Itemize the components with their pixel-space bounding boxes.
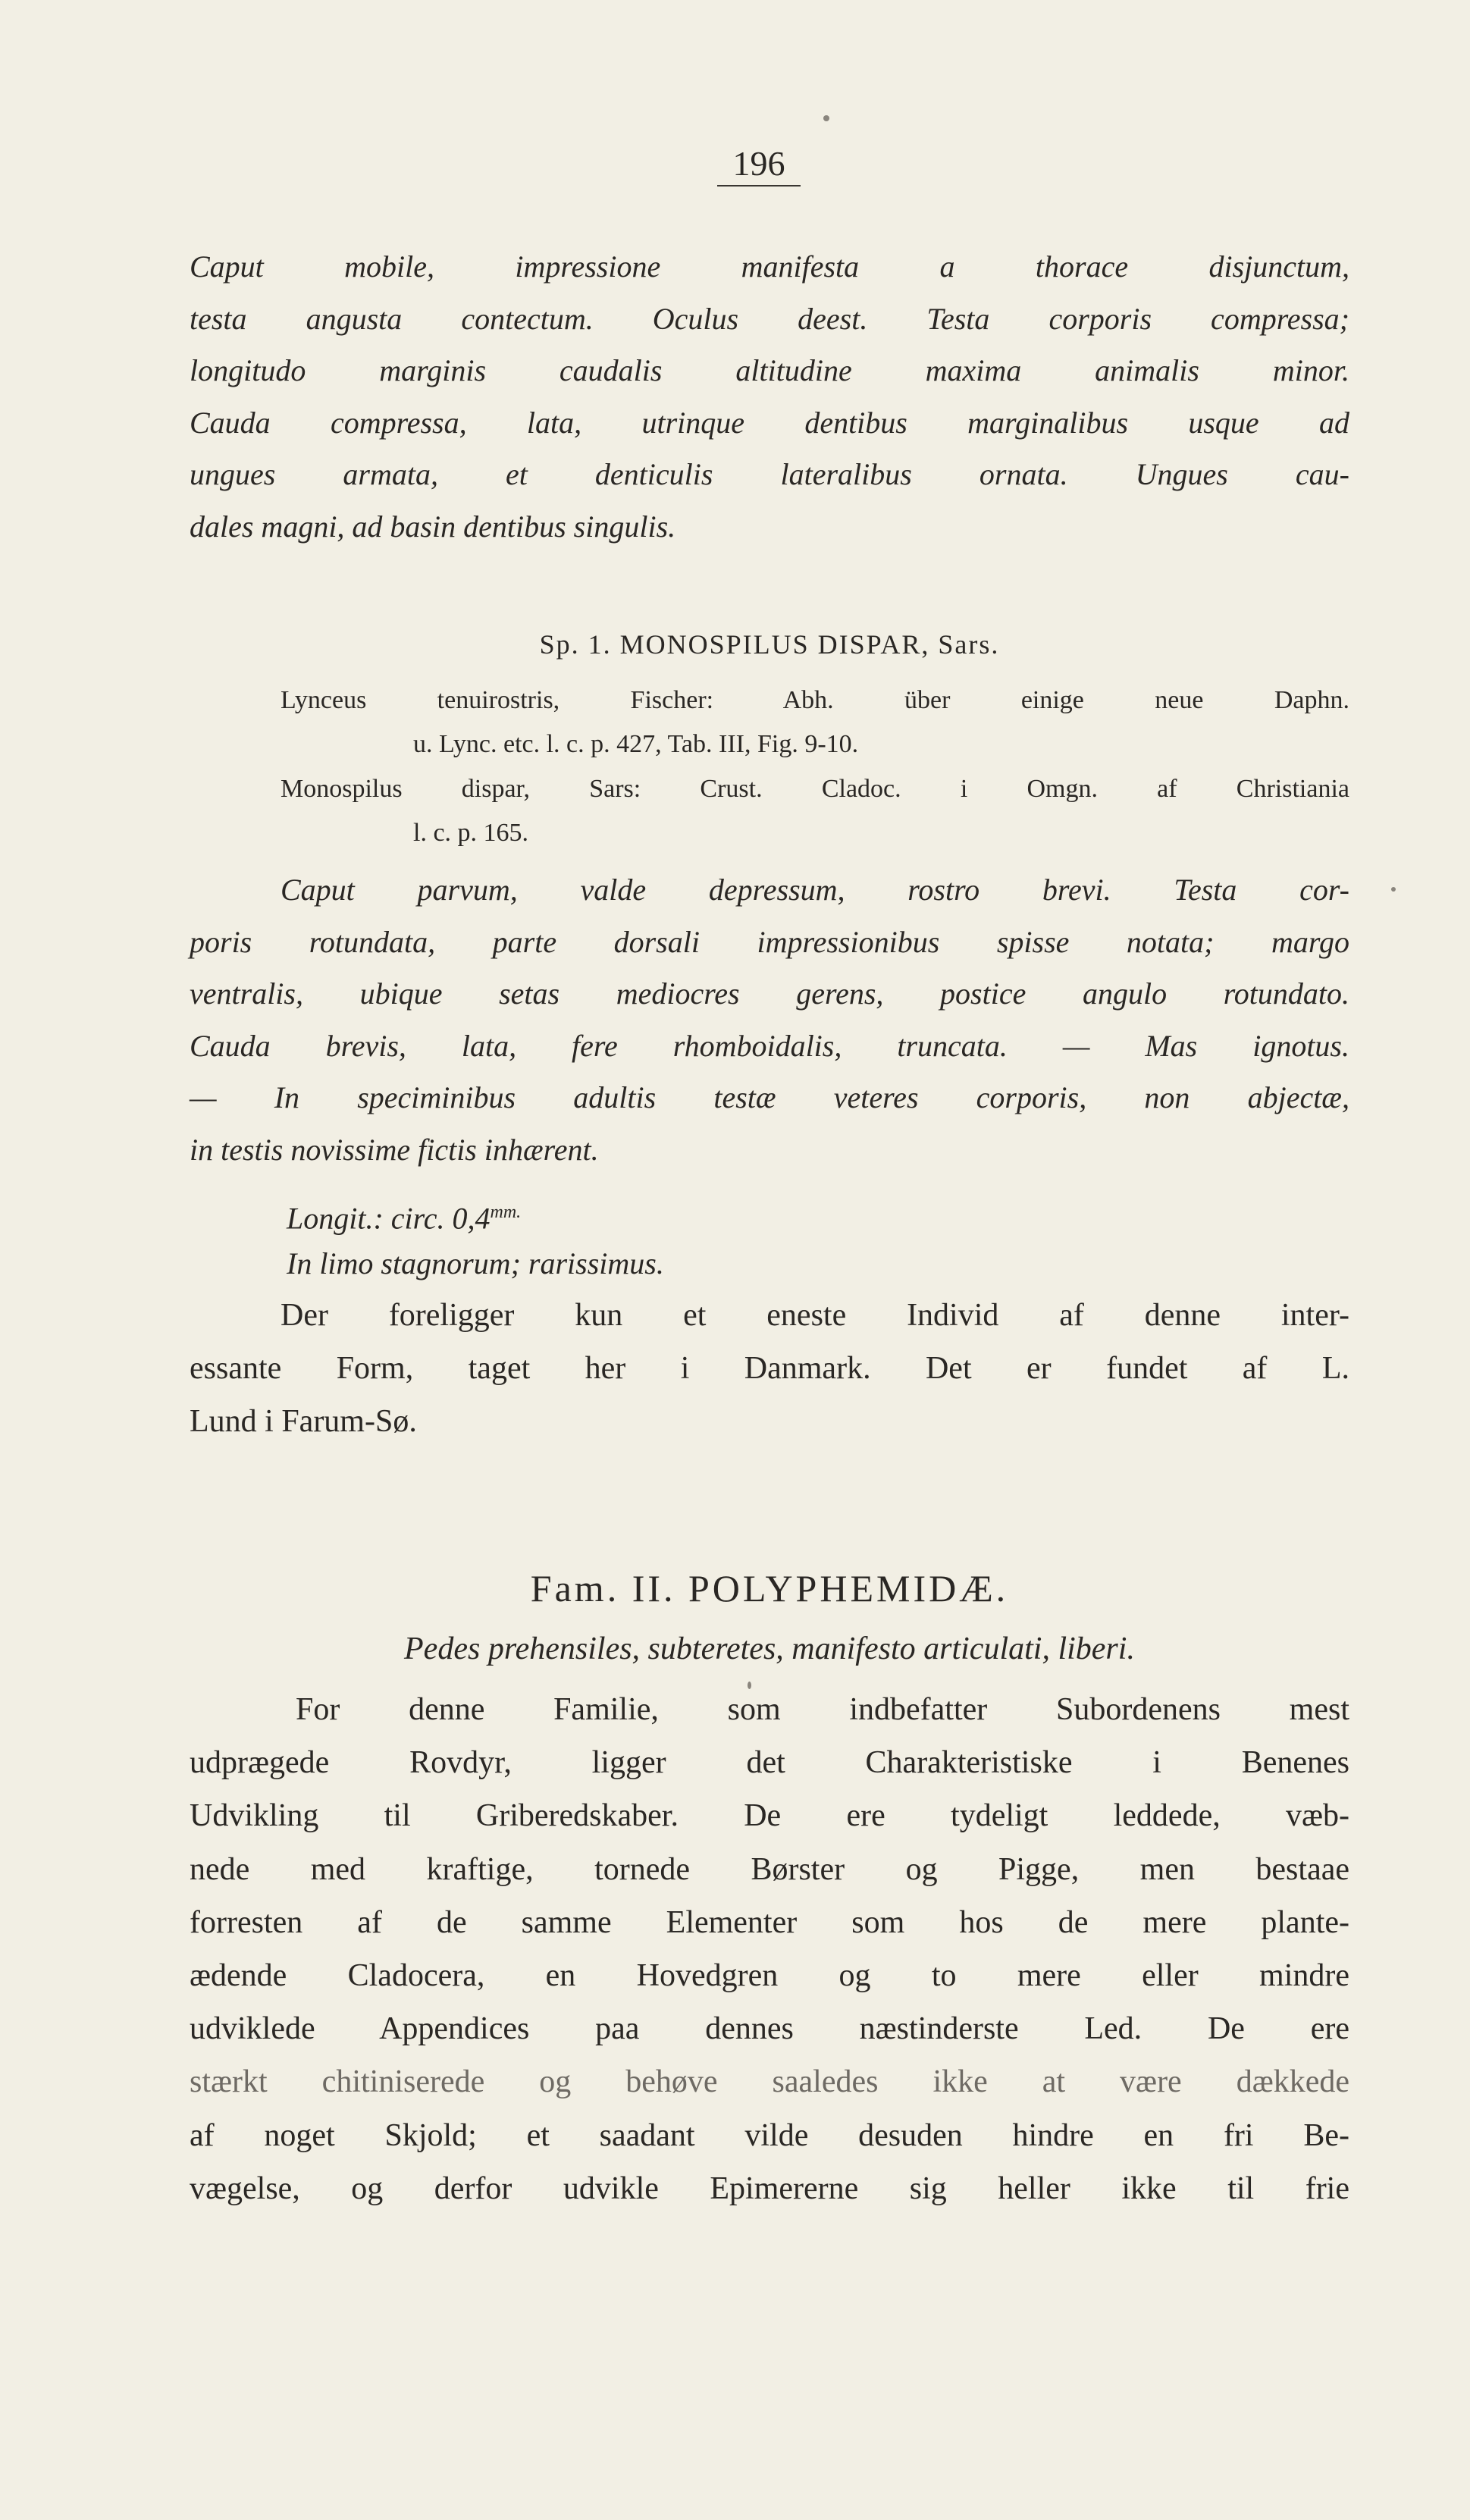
synonym-line: l. c. p. 165.: [413, 819, 529, 847]
species-heading: Sp. 1. MONOSPILUS DISPAR, Sars.: [539, 629, 1000, 660]
length-line: [287, 1186, 521, 1245]
text-line: testa angusta contectum. Oculus deest. Testa corporis compressa;: [190, 301, 1349, 336]
text-line: nede med kraftige, tornede Børster og Pigge, men bestaae: [190, 1851, 1349, 1887]
species-description: [190, 864, 1349, 1176]
text-line: stærkt chitiniserede og behøve saaledes ikke at være dækkede: [190, 2064, 1349, 2100]
text-line: Der foreligger kun et eneste Individ af denne inter-: [281, 1298, 1349, 1333]
text-line: Cauda compressa, lata, utrinque dentibus marginalibus usque ad: [190, 405, 1349, 440]
synonym-line: u. Lync. etc. l. c. p. 427, Tab. III, Fig. 9-10.: [413, 730, 859, 758]
text-line: in testis novissime fictis inhærent.: [190, 1132, 599, 1167]
text-line: dales magni, ad basin dentibus singulis.: [190, 509, 676, 544]
text-line: ungues armata, et denticulis lateralibus ornata. Ungues cau-: [190, 457, 1349, 491]
synonym-line: Monospilus dispar, Sars: Crust. Cladoc. i Omgn. af Christiania: [281, 775, 1349, 803]
text-line: essante Form, taget her i Danmark. Det er fundet af L.: [190, 1351, 1349, 1386]
text-line: ædende Cladocera, en Hovedgren og to mere eller mindre: [190, 1958, 1349, 1994]
text-line: — In speciminibus adultis testæ veteres corporis, non abjectæ,: [190, 1080, 1349, 1114]
print-speck: [1391, 887, 1396, 892]
print-speck: [748, 1682, 751, 1689]
page-number: 196: [717, 143, 801, 186]
text-line: poris rotundata, parte dorsali impressionibus spisse notata; margo: [190, 924, 1349, 959]
print-speck: [823, 115, 829, 121]
text-line: vægelse, og derfor udvikle Epimererne sig heller ikke til frie: [190, 2171, 1349, 2206]
family-diagnosis: Pedes prehensiles, subteretes, manifesto articulati, liberi.: [404, 1631, 1135, 1666]
text-line: Cauda brevis, lata, fere rhomboidalis, truncata. — Mas ignotus.: [190, 1028, 1349, 1063]
synonym-entry: [281, 679, 1349, 722]
length-label: Longit.: circ. 0,4: [287, 1201, 491, 1236]
synonym-entry-continuation: [413, 811, 1349, 855]
family-description: [190, 1683, 1349, 2215]
danish-note: [190, 1289, 1349, 1448]
text-line: For denne Familie, som indbefatter Subordenens mest: [296, 1692, 1349, 1727]
text-line: Udvikling til Griberedskaber. De ere tydeligt leddede, væb-: [190, 1798, 1349, 1834]
text-line: Caput mobile, impressione manifesta a thorace disjunctum,: [190, 249, 1349, 284]
synonym-entry-continuation: [413, 722, 1349, 766]
text-line: Caput parvum, valde depressum, rostro brevi. Testa cor-: [281, 873, 1349, 907]
synonym-entry: [281, 767, 1349, 811]
text-line: af noget Skjold; et saadant vilde desuden hindre en fri Be-: [190, 2117, 1349, 2153]
text-line: ventralis, ubique setas mediocres gerens, postice angulo rotundato.: [190, 976, 1349, 1011]
habitat-line: In limo stagnorum; rarissimus.: [287, 1246, 664, 1280]
text-line: udprægede Rovdyr, ligger det Charakteristiske i Benenes: [190, 1745, 1349, 1781]
genus-diagnosis: [190, 241, 1349, 553]
text-line: udviklede Appendices paa dennes næstinderste Led. De ere: [190, 2011, 1349, 2047]
family-heading: Fam. II. POLYPHEMIDÆ.: [530, 1567, 1009, 1609]
text-line: Lund i Farum-Sø.: [190, 1404, 417, 1439]
synonym-line: Lynceus tenuirostris, Fischer: Abh. über einige neue Daphn.: [281, 686, 1349, 714]
text-line: longitudo marginis caudalis altitudine maxima animalis minor.: [190, 353, 1349, 387]
length-unit: mm.: [490, 1202, 522, 1222]
text-line: forresten af de samme Elementer som hos de mere plante-: [190, 1904, 1349, 1940]
